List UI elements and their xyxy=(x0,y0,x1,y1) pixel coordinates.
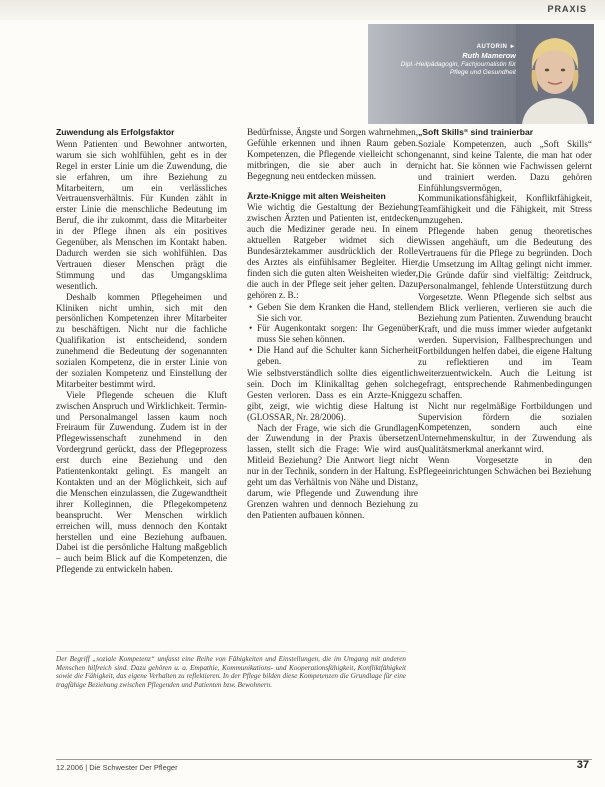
paragraph: Nicht nur regelmäßige Fortbildungen und Supervision fördern die sozialen Kompetenzen, sondern auch eine Unternehmenskultur, in der Zuwendung als Qualitätsmerkmal anerkannt wird. xyxy=(418,400,592,455)
author-kicker: AUTORIN ► xyxy=(476,44,516,50)
author-description: Dipl.-Heilpädagogin, Fachjournalistin für Pflege und Gesundheit xyxy=(400,61,516,76)
author-box xyxy=(368,24,594,124)
paragraph: Bedürfnisse, Ängste und Sorgen wahrnehmen, Gefühle erkennen und ihnen Raum geben. Kompetenzen, die Pflegende vielleicht schon mitbringen, die sie aber auch in der Begegnung neu entdecken müssen. xyxy=(247,127,418,181)
page-number: 37 xyxy=(576,759,589,771)
section-label: PRAXIS xyxy=(547,4,587,14)
list-item: • Die Hand auf die Schulter kann Sicherheit geben. xyxy=(257,345,418,367)
paragraph: Wie selbstverständlich sollte dies eigentlich sein. Doch im Klinikalltag gehen solche Gesten verloren. Dass es ein Arzte-Knigge gibt, zeigt, wie wichtig diese Haltung ist (GLOSSAR, Nr. 28/2006). xyxy=(247,368,418,422)
author-info xyxy=(396,44,516,77)
column-3 xyxy=(418,127,592,477)
paragraph: Nach der Frage, wie sich die Grundlagen der Zuwendung in der Praxis übersetzen lassen, stellt sich die Frage: Wie wird aus Mitleid Beziehung? Die Antwort liegt nicht nur in der Technik, sondern in der Haltung. Es geht um das Verhältnis von Nähe und Distanz, darum, wie Pflegende und Zuwendung ihre Grenzen wahren und dennoch Beziehung zu den Patienten aufbauen können. xyxy=(247,422,418,520)
header-band xyxy=(0,0,605,20)
bullet-list xyxy=(247,302,418,367)
list-item: • Für Augenkontakt sorgen: Ihr Gegenüber muss Sie sehen können. xyxy=(257,323,418,345)
column-1 xyxy=(56,127,227,575)
paragraph: Wie wichtig die Gestaltung der Beziehung zwischen Ärzten und Patienten ist, entdecken auch die Mediziner gerade neu. In einem aktuellen Ratgeber widmet sich die Bundesärztekammer ausdrücklich der Rolle des Arztes als einfühlsamer Begleiter. Hier finden sich die guten alten Weisheiten wieder, die auch in der Pflege seit jeher gelten. Dazu gehören z. B.: xyxy=(247,202,418,300)
section-heading-zuwendung: Zuwendung als Erfolgsfaktor xyxy=(56,127,175,137)
paragraph: Wenn Patienten und Bewohner antworten, warum sie sich wohlfühlen, geht es in der Regel in erster Linie um die Zuwendung, die sie erfahren, um ihre Beziehung zu Mitarbeitern, um ein verlässliches Vertrauensverhältnis. Für Kunden zählt in erster Linie die menschliche Bedeutung im Beruf, die ihr zukommt, dass die Mitarbeiter in der Pflege ihnen als ein positives Gegenüber, als Menschen im Kontakt haben. Dadurch werden sie sich wohlfühlen. Das Vertrauen dieser Menschen prägt die Stimmung und das Umgangsklima wesentlich. xyxy=(56,138,227,291)
footnote: Der Begriff „soziale Kompetenz“ umfasst eine Reihe von Fähigkeiten und Einstellungen, die im Umgang mit anderen Menschen hilfreich sind. Dazu gehören u. a. Empathie, Kommunikations- und Kooperationsfähigkeit, Konfliktfähigkeit sowie die Fähigkeit, das eigene Verhalten zu reflektieren. In der Pflege bilden diese Kompetenzen die Grundlage für eine tragfähige Beziehung zwischen Pflegenden und Patienten bzw. Bewohnern. xyxy=(56,651,406,689)
column-2 xyxy=(247,127,418,521)
paragraph: Viele Pflegende scheuen die Kluft zwischen Anspruch und Wirklichkeit. Termin- und Personalmangel lassen kaum noch Freiraum für Zuwendung. Zudem ist in der Pflegewissenschaft zunehmend in den Vordergrund gerückt, dass der Pflegeprozess erst durch eine Beziehung und den Patientenkontakt gelingt. Es mangelt an Kontakten und an der Möglichkeit, sich auf die Menschen einzulassen, die Zugewandtheit ihrer Kolleginnen, die Pflegekompetenz beansprucht. Wer Menschen wirklich erreichen will, muss dennoch den Kontakt herstellen und eine Beziehung aufbauen. Dabei ist die persönliche Haltung maßgeblich – auch beim Blick auf die Kompetenzen, die Pflegende zu entwickeln haben. xyxy=(56,389,227,575)
footer-issue: 12.2006 | Die Schwester Der Pfleger xyxy=(56,763,178,772)
paragraph: Soziale Kompetenzen, auch „Soft Skills“ genannt, sind keine Talente, die man hat oder nicht hat. Sie können wie Fachwissen gelernt und trainiert werden. Dazu gehören Einfühlungsvermögen, Kommunikationsfähigkeit, Konfliktfähigkeit, Teamfähigkeit und die Fähigkeit, mit Stress umzugehen. xyxy=(418,138,592,226)
footer-divider xyxy=(56,759,592,760)
section-heading-soft-skills: „Soft Skills“ sind trainierbar xyxy=(418,127,534,137)
author-name: Ruth Mamerow xyxy=(462,51,516,60)
list-item: • Geben Sie dem Kranken die Hand, stellen Sie sich vor. xyxy=(257,302,418,324)
paragraph: Pflegende haben genug theoretisches Wissen angehäuft, um die Bedeutung des Vertrauens für die Pflege zu begründen. Doch die Umsetzung im Alltag gelingt nicht immer. Die Gründe dafür sind vielfältig: Zeitdruck, Personalmangel, fehlende Unterstützung durch Vorgesetzte. Wenn Pflegende sich selbst aus dem Blick verlieren, verlieren sie auch die Beziehung zum Patienten. Zuwendung braucht Kraft, und die muss immer wieder aufgetankt werden. Supervision, Fallbesprechungen und Fortbildungen helfen dabei, die eigene Haltung zu reflektieren und im Team weiterzuentwickeln. Auch die Leitung ist gefragt, entsprechende Rahmenbedingungen zu schaffen. xyxy=(418,226,592,400)
paragraph: Wenn Vorgesetzte in den Pflegeeinrichtungen Schwächen bei Beziehung xyxy=(418,455,592,477)
author-portrait xyxy=(516,24,594,124)
section-heading-aerzte-knigge: Ärzte-Knigge mit alten Weisheiten xyxy=(247,190,386,201)
paragraph: Deshalb kommen Pflegeheimen und Kliniken nicht umhin, sich mit den persönlichen Kompetenzen ihrer Mitarbeiter zu beschäftigen. Nicht nur die fachliche Qualifikation ist entscheidend, sondern zunehmend die Bedeutung der sogenannten sozialen Kompetenz, die in erster Linie von der sozialen Kompetenz und Einstellung der Mitarbeiter bestimmt wird. xyxy=(56,291,227,389)
